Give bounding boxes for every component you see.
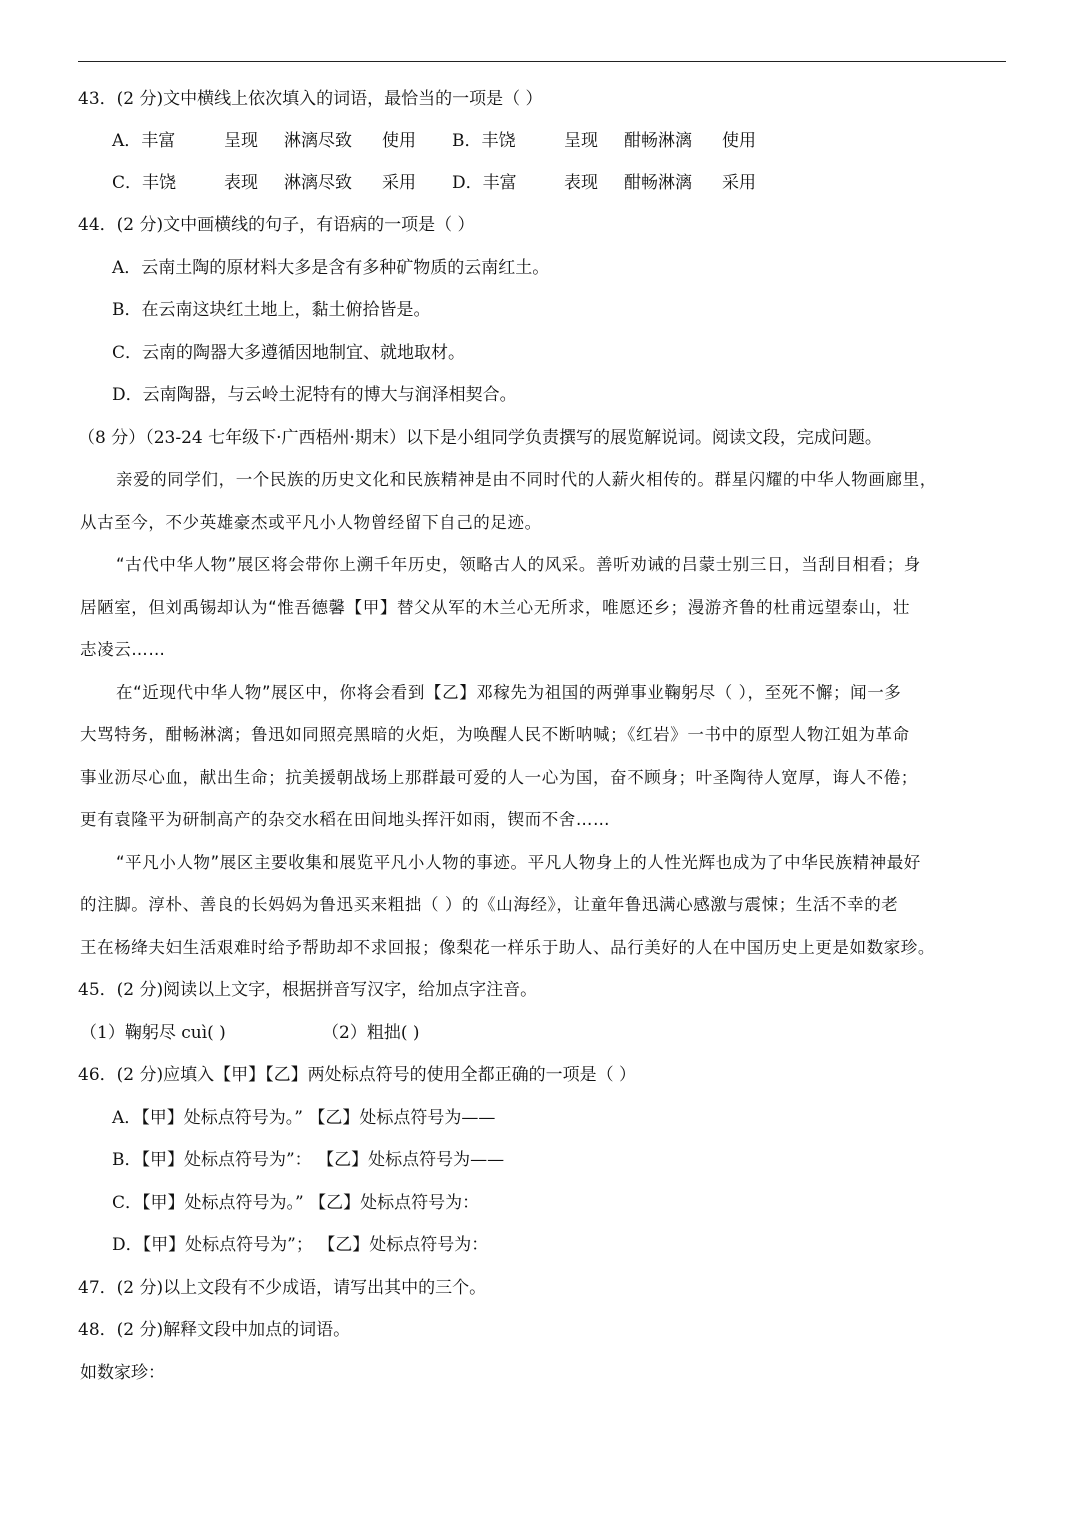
- passage-line-4: 居陋室，但刘禹锡却认为“惟吾德馨【甲】替父从军的木兰心无所求，唯愿还乡；漫游齐鲁的杜甫远望泰山，壮: [80, 598, 910, 617]
- q43-option-b: B．丰饶: [452, 131, 516, 151]
- q47-stem: 47．(2 分)以上文段有不少成语，请写出其中的三个。: [78, 1278, 487, 1298]
- passage-line-11: 的注脚。淳朴、善良的长妈妈为鲁迅买来粗拙（ ）的《山海经》，让童年鲁迅满心感激与震悚；生活不幸的老: [80, 895, 899, 914]
- q45-blank-1: （1）鞠躬尽 cuì( ): [80, 1023, 226, 1043]
- q46-option-c: C．【甲】处标点符号为。” 【乙】处标点符号为：: [112, 1193, 480, 1213]
- q43-option-b-word-3: 酣畅淋漓: [624, 131, 692, 151]
- q43-option-c: C．丰饶: [112, 173, 177, 193]
- q43-option-d: D．丰富: [452, 173, 517, 193]
- passage-intro: （8 分）（23-24 七年级下·广西梧州·期末）以下是小组同学负责撰写的展览解说词。阅读文段，完成问题。: [78, 428, 882, 448]
- q43-stem: 43．(2 分)文中横线上依次填入的词语，最恰当的一项是（ ）: [78, 89, 543, 109]
- q43-option-b-word-4: 使用: [722, 131, 756, 151]
- q46-option-d: D．【甲】处标点符号为”； 【乙】处标点符号为：: [112, 1235, 489, 1255]
- q46-option-b: B．【甲】处标点符号为”： 【乙】处标点符号为——: [112, 1150, 505, 1170]
- passage-line-12: 王在杨绛夫妇生活艰难时给予帮助却不求回报；像梨花一样乐于助人、品行美好的人在中国历史上更是如数家珍。: [80, 938, 935, 957]
- passage-line-10: “平凡小人物”展区主要收集和展览平凡小人物的事迹。平凡人物身上的人性光辉也成为了中华民族精神最好: [116, 853, 921, 872]
- q44-option-a: A．云南土陶的原材料大多是含有多种矿物质的云南红土。: [112, 258, 550, 278]
- q44-option-b: B．在云南这块红土地上，黏土俯拾皆是。: [112, 300, 431, 320]
- passage-line-2: 从古至今，不少英雄豪杰或平凡小人物曾经留下自己的足迹。: [80, 513, 542, 532]
- q43-option-c-word-3: 淋漓尽致: [284, 173, 352, 193]
- passage-line-3: “古代中华人物”展区将会带你上溯千年历史，领略古人的风采。善听劝诫的吕蒙士别三日，当刮目相看；身: [116, 555, 921, 574]
- q43-options-row-2: [112, 171, 756, 195]
- q43-option-d-word-3: 酣畅淋漓: [624, 173, 692, 193]
- q43-option-d-word-2: 表现: [564, 173, 598, 193]
- passage-line-5: 志凌云……: [80, 640, 166, 659]
- q45-stem: 45．(2 分)阅读以上文字，根据拼音写汉字，给加点字注音。: [78, 980, 538, 1000]
- header-rule: [78, 61, 1006, 62]
- q43-option-c-word-2: 表现: [224, 173, 258, 193]
- passage-line-1: 亲爱的同学们，一个民族的历史文化和民族精神是由不同时代的人薪火相传的。群星闪耀的中华人物画廊里，: [116, 470, 937, 489]
- q43-option-d-word-4: 采用: [722, 173, 756, 193]
- q43-option-a-word-2: 呈现: [224, 131, 258, 151]
- q43-option-c-word-4: 采用: [382, 173, 416, 193]
- q46-option-a: A．【甲】处标点符号为。” 【乙】处标点符号为——: [112, 1108, 496, 1128]
- q43-option-a: A．丰富: [112, 131, 176, 151]
- q45-blank-2: （2）粗拙( ): [322, 1023, 420, 1043]
- q48-term: 如数家珍：: [80, 1363, 165, 1383]
- passage-line-8: 事业沥尽心血，献出生命；抗美援朝战场上那群最可爱的人一心为国，奋不顾身；叶圣陶待人宽厚，诲人不倦；: [80, 768, 918, 787]
- passage-line-6: 在“近现代中华人物”展区中，你将会看到【乙】邓稼先为祖国的两弹事业鞠躬尽（ ），至死不懈；闻一多: [116, 683, 902, 702]
- q48-stem: 48．(2 分)解释文段中加点的词语。: [78, 1320, 351, 1340]
- q43-options-row-1: [112, 129, 756, 153]
- q44-option-c: C．云南的陶器大多遵循因地制宜、就地取材。: [112, 343, 466, 363]
- passage-line-9: 更有袁隆平为研制高产的杂交水稻在田间地头挥汗如雨，锲而不舍……: [80, 810, 611, 829]
- q43-option-a-word-3: 淋漓尽致: [284, 131, 352, 151]
- q44-option-d: D．云南陶器，与云岭土泥特有的博大与润泽相契合。: [112, 385, 517, 405]
- q44-stem: 44．(2 分)文中画横线的句子，有语病的一项是（ ）: [78, 215, 475, 235]
- passage-line-7: 大骂特务，酣畅淋漓；鲁迅如同照亮黑暗的火炬，为唤醒人民不断呐喊；《红岩》一书中的原型人物江姐为革命: [80, 725, 910, 744]
- q43-option-a-word-4: 使用: [382, 131, 416, 151]
- q43-option-b-word-2: 呈现: [564, 131, 598, 151]
- q46-stem: 46．(2 分)应填入【甲】【乙】两处标点符号的使用全都正确的一项是（ ）: [78, 1065, 637, 1085]
